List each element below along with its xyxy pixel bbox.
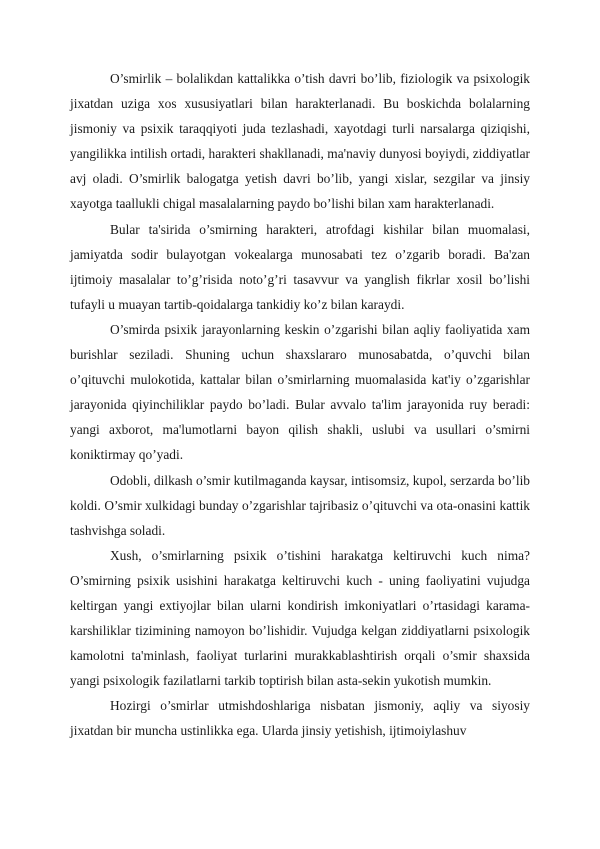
paragraph-1: O’smirlik – bolalikdan kattalikka o’tish davri bo’lib, fiziologik va psixologik jixatdan uziga xos xususiyatlari bilan harakterlanadi. Bu boskichda bolalarning jismoniy va psixik taraqqiyoti juda tezlashadi, xayotdagi turli narsalarga qiziqishi, yangilikka intilish ortadi, harakteri shakllanadi, ma'naviy dunyosi boyiydi, ziddiyatlar avj oladi. O’smirlik balogatga yetish davri bo’lib, yangi xislar, sezgilar va jinsiy xayotga taallukli chigal masalalarning paydo bo’lishi bilan xam harakterlanadi. [70, 71, 530, 212]
paragraph-5: Xush, o’smirlarning psixik o’tishini harakatga keltiruvchi kuch nima? O’smirning psixik usishini harakatga keltiruvchi kuch - uning faoliyatini vujudga keltirgan yangi extiyojlar bilan ularni kondirish imkoniyatlari o’rtasidagi karama-karshiliklar tizimining namoyon bo’lishidir. Vujudga kelgan ziddiyatlarni psixologik kamolotni ta'minlash, faoliyat turlarini murakkablashtirish orqali o’smir shaxsida yangi psixologik fazilatlarni tarkib toptirish bilan asta-sekin yukotish mumkin. [70, 547, 530, 689]
paragraph-2: Bular ta'sirida o’smirning harakteri, atrofdagi kishilar bilan muomalasi, jamiyatda sodir bulayotgan vokealarga munosabati tez o’zgarib boradi. Ba'zan ijtimoiy masalalar to’g’risida noto’g’ri tasavvur va yanglish fikrlar xosil bo’lishi tufayli u muayan tartib-qoidalarga tankidiy ko’z bilan karaydi. [70, 221, 530, 312]
paragraph-4: Odobli, dilkash o’smir kutilmaganda kaysar, intisomsiz, kupol, serzarda bo’lib koldi. O’smir xulkidagi bunday o’zgarishlar tajribasiz o’qituvchi va ota-onasini kattik tashvishga soladi. [70, 472, 530, 538]
paragraph-3: O’smirda psixik jarayonlarning keskin o’zgarishi bilan aqliy faoliyatida xam burishlar seziladi. Shuning uchun shaxslararo munosabatda, o’quvchi bilan o’qituvchi mulokotida, kattalar bilan o’smirlarning muomalasida kat'iy o’zgarishlar jarayonida qiyinchiliklar paydo bo’ladi. Bular avvalo ta'lim jarayonida ruy beradi: yangi axborot, ma'lumotlarni bayon qilish shakli, uslubi va usullari o’smirni koniktirmay qo’yadi. [70, 321, 530, 463]
paragraph-6: Hozirgi o’smirlar utmishdoshlariga nisbatan jismoniy, aqliy va siyosiy jixatdan bir muncha ustinlikka ega. Ularda jinsiy yetishish, ijtimoiylashuv [70, 698, 530, 739]
